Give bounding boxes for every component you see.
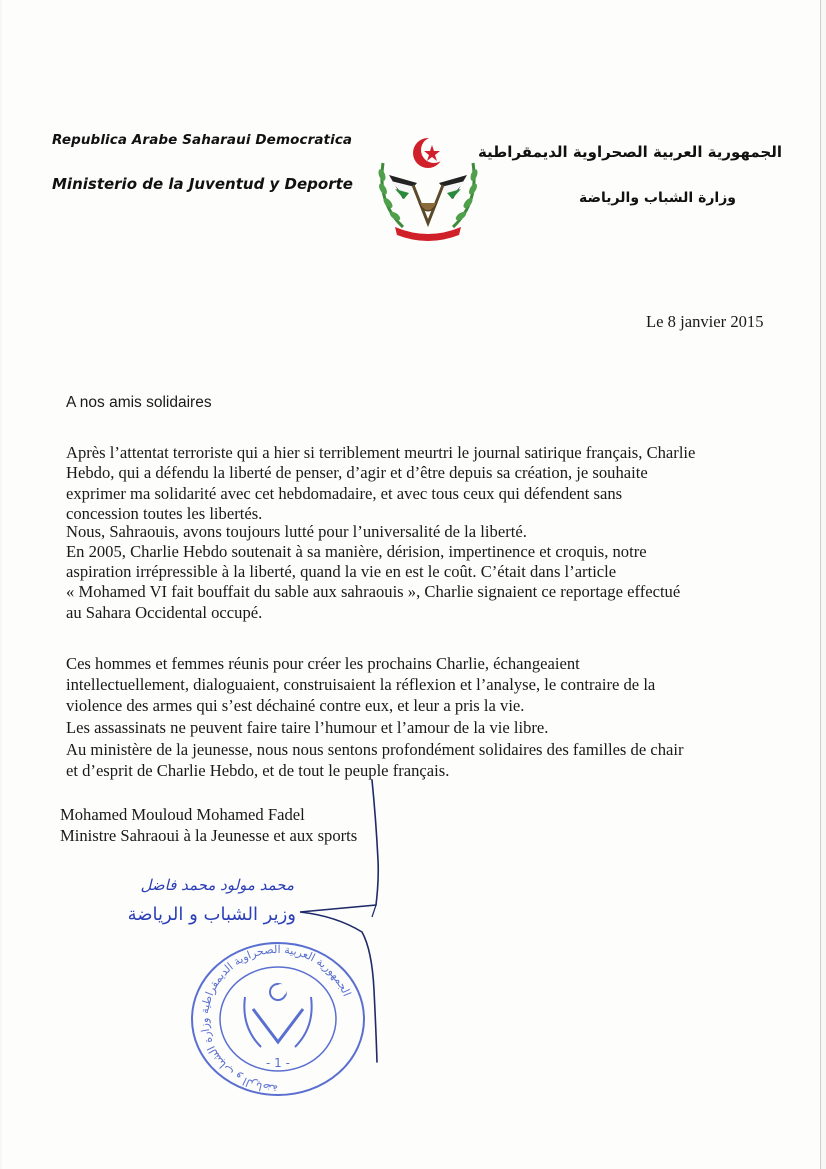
paragraph-line: Après l’attentat terroriste qui a hier si terriblement meurtri le journal satirique français, Charlie — [66, 443, 696, 462]
paragraph-line: intellectuellement, dialoguaient, construisaient la réflexion et l’analyse, le contraire de la — [66, 675, 656, 694]
paragraph-line: Ces hommes et femmes réunis pour créer les prochains Charlie, échangeaient — [66, 654, 580, 673]
paragraph-line: concession toutes les libertés. — [66, 504, 263, 523]
paragraph-line: Les assassinats ne peuvent faire taire l’humour et l’amour de la vie libre. — [66, 718, 549, 737]
letterhead-arabic-ministry: وزارة الشباب والرياضة — [579, 190, 736, 206]
paragraph-line: au Sahara Occidental occupé. — [66, 603, 263, 622]
stamp-number: - 1 - — [266, 1056, 290, 1070]
letterhead-spanish-ministry: Ministerio de la Juventud y Deporte — [52, 175, 353, 193]
paragraph-line: aspiration irrépressible à la liberté, quand la vie en est le coût. C’était dans l’article — [66, 562, 617, 581]
svg-text:الجمهورية العربية الصحراوية ال — [198, 943, 353, 1095]
paragraph-line: Hebdo, qui a défendu la liberté de penser, d’agir et d’être depuis sa création, je souhaite — [66, 463, 648, 482]
signatory-title: Ministre Sahraoui à la Jeunesse et aux sports — [60, 826, 358, 845]
letterhead-spanish-state: Republica Arabe Saharaui Democratica — [52, 132, 353, 148]
paragraph-line: « Mohamed VI fait bouffait du sable aux sahraouis », Charlie signaient ce reportage effectué — [66, 582, 681, 601]
sadr-coat-of-arms-icon — [373, 123, 483, 245]
handwritten-arabic-title: وزير الشباب و الرياضة — [127, 904, 296, 925]
paragraph-line: exprimer ma solidarité avec cet hebdomadaire, et avec tous ceux qui défendent sans — [66, 484, 623, 503]
handwritten-arabic-name: محمد مولود محمد فاضل — [140, 876, 294, 894]
signatory-name: Mohamed Mouloud Mohamed Fadel — [60, 805, 305, 824]
letter-greeting: A nos amis solidaires — [66, 394, 212, 411]
stamp-ring-text: الجمهورية العربية الصحراوية الديمقراطية وزارة الشباب و الرياضة — [198, 942, 354, 1096]
letter-date: Le 8 janvier 2015 — [646, 312, 764, 331]
paragraph-line: violence des armes qui s’est déchainé contre eux, et leur a pris la vie. — [66, 696, 525, 715]
paragraph-line: et d’esprit de Charlie Hebdo, et de tout le peuple français. — [66, 761, 450, 780]
paragraph-line: Nous, Sahraouis, avons toujours lutté pour l’universalité de la liberté. — [66, 522, 527, 541]
official-stamp — [183, 937, 373, 1097]
paragraph-line: En 2005, Charlie Hebdo soutenait à sa manière, dérision, impertinence et croquis, notre — [66, 542, 647, 561]
letterhead-arabic-state: الجمهورية العربية الصحراوية الديمقراطية — [477, 143, 782, 161]
paragraph-line: Au ministère de la jeunesse, nous nous sentons profondément solidaires des familles de chair — [66, 740, 684, 759]
